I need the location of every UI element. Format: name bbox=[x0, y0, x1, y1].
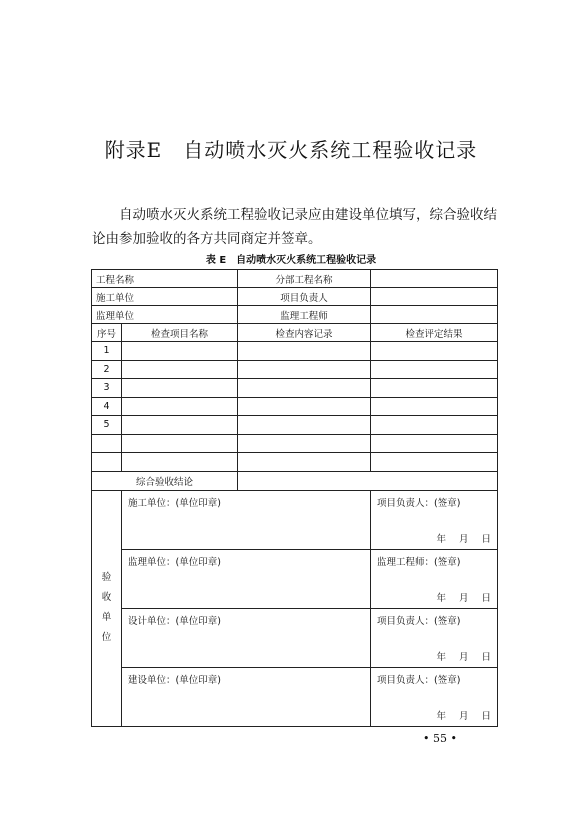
acceptance-unit-text: 验收单位 bbox=[101, 572, 112, 643]
table-row bbox=[92, 379, 498, 398]
signature-row bbox=[92, 608, 498, 667]
project-manager-value bbox=[371, 288, 498, 306]
row-number: 3 bbox=[92, 379, 122, 398]
supervision-unit-seal: 监理单位：(单位印章) bbox=[122, 549, 371, 608]
appendix-title: 附录E 自动喷水灭火系统工程验收记录 bbox=[104, 138, 478, 162]
row-number: 1 bbox=[92, 342, 122, 361]
sub-project-name-value bbox=[371, 270, 498, 288]
row-number: 4 bbox=[92, 397, 122, 416]
column-header-row bbox=[92, 324, 498, 342]
table-caption: 表 E 自动喷水灭火系统工程验收记录 bbox=[205, 255, 377, 266]
intro-paragraph bbox=[92, 203, 500, 251]
construction-unit-label: 施工单位 bbox=[92, 288, 238, 306]
design-manager-sign: 项目负责人：(签章) 年 月 日 bbox=[371, 608, 498, 667]
owner-unit-seal: 建设单位：(单位印章) bbox=[122, 667, 371, 726]
signature-row bbox=[92, 490, 498, 549]
table-row bbox=[92, 360, 498, 379]
header-row-project bbox=[92, 270, 498, 288]
date-label: 年 月 日 bbox=[436, 651, 492, 663]
row-number: 5 bbox=[92, 416, 122, 435]
construction-unit-seal: 施工单位：(单位印章) bbox=[122, 490, 371, 549]
row-number: 2 bbox=[92, 360, 122, 379]
sub-project-name-label: 分部工程名称 bbox=[238, 270, 371, 288]
date-label: 年 月 日 bbox=[436, 533, 492, 545]
project-manager-label: 项目负责人 bbox=[238, 288, 371, 306]
supervising-engineer-label: 监理工程师 bbox=[238, 306, 371, 324]
intro-text: 自动喷水灭火系统工程验收记录应由建设单位填写，综合验收结论由参加验收的各方共同商定并签章。 bbox=[92, 207, 497, 247]
owner-manager-sign: 项目负责人：(签章) 年 月 日 bbox=[371, 667, 498, 726]
date-label: 年 月 日 bbox=[436, 710, 492, 722]
col-item: 检查项目名称 bbox=[122, 324, 238, 342]
acceptance-unit-label bbox=[92, 490, 122, 726]
conclusion-row bbox=[92, 471, 498, 490]
table-row-empty bbox=[92, 453, 498, 472]
supervising-engineer-value bbox=[371, 306, 498, 324]
signature-row bbox=[92, 667, 498, 726]
col-seq: 序号 bbox=[92, 324, 122, 342]
header-row-supervision bbox=[92, 306, 498, 324]
table-row-empty bbox=[92, 434, 498, 453]
supervising-engineer-sign: 监理工程师：(签章) 年 月 日 bbox=[371, 549, 498, 608]
table-row bbox=[92, 397, 498, 416]
conclusion-label: 综合验收结论 bbox=[92, 471, 238, 490]
supervision-unit-label: 监理单位 bbox=[92, 306, 238, 324]
col-result: 检查评定结果 bbox=[371, 324, 498, 342]
page-number: • 55 • bbox=[423, 732, 457, 745]
project-name-label: 工程名称 bbox=[92, 270, 238, 288]
signature-row bbox=[92, 549, 498, 608]
header-row-construction bbox=[92, 288, 498, 306]
date-label: 年 月 日 bbox=[436, 592, 492, 604]
design-unit-seal: 设计单位：(单位印章) bbox=[122, 608, 371, 667]
acceptance-record-table bbox=[91, 269, 498, 727]
conclusion-value bbox=[238, 471, 498, 490]
col-content: 检查内容记录 bbox=[238, 324, 371, 342]
table-row bbox=[92, 416, 498, 435]
table-row bbox=[92, 342, 498, 361]
construction-manager-sign: 项目负责人：(签章) 年 月 日 bbox=[371, 490, 498, 549]
